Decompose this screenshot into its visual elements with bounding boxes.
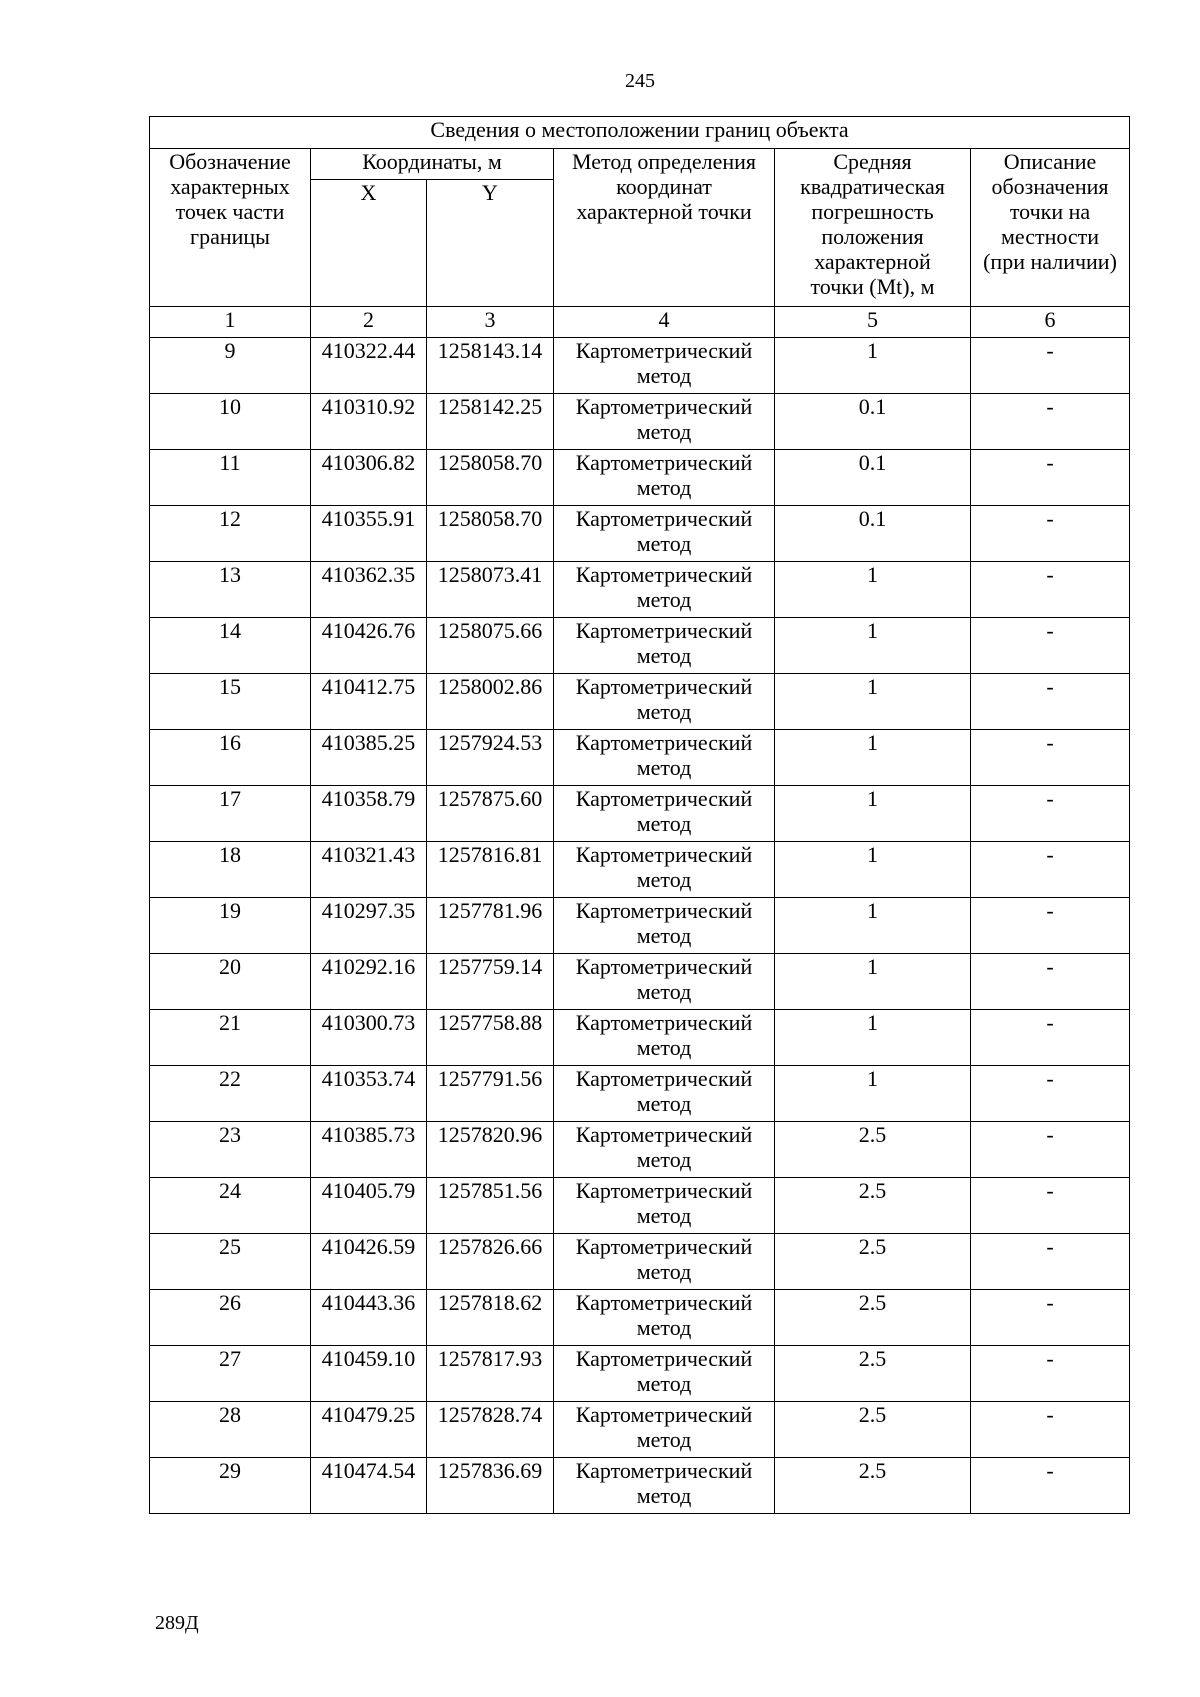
cell-description: - (971, 506, 1130, 562)
cell-description: - (971, 842, 1130, 898)
cell-y: 1257826.66 (427, 1234, 554, 1290)
cell-description: - (971, 730, 1130, 786)
cell-description: - (971, 618, 1130, 674)
cell-method: Картометрический метод (554, 1402, 775, 1458)
cell-description: - (971, 898, 1130, 954)
cell-description: - (971, 1178, 1130, 1234)
cell-error: 1 (775, 1066, 971, 1122)
cell-x: 410474.54 (311, 1458, 427, 1514)
table-row (150, 618, 1130, 674)
cell-method: Картометрический метод (554, 338, 775, 394)
column-number: 4 (554, 307, 775, 338)
cell-method: Картометрический метод (554, 1122, 775, 1178)
table-row (150, 1290, 1130, 1346)
cell-description: - (971, 1010, 1130, 1066)
table-row (150, 506, 1130, 562)
cell-y: 1258143.14 (427, 338, 554, 394)
table-row (150, 1346, 1130, 1402)
cell-error: 2.5 (775, 1346, 971, 1402)
cell-point: 9 (150, 338, 311, 394)
cell-point: 10 (150, 394, 311, 450)
cell-method: Картометрический метод (554, 898, 775, 954)
cell-y: 1257817.93 (427, 1346, 554, 1402)
table-body (150, 117, 1130, 1514)
header-description: Описание обозначения точки на местности (при наличии) (971, 149, 1130, 307)
column-number: 2 (311, 307, 427, 338)
cell-error: 1 (775, 954, 971, 1010)
cell-point: 12 (150, 506, 311, 562)
cell-method: Картометрический метод (554, 618, 775, 674)
cell-x: 410322.44 (311, 338, 427, 394)
cell-point: 15 (150, 674, 311, 730)
cell-method: Картометрический метод (554, 842, 775, 898)
header-point-label: Обозначение характерных точек части границы (150, 149, 311, 307)
cell-description: - (971, 1234, 1130, 1290)
cell-point: 19 (150, 898, 311, 954)
table-row (150, 1458, 1130, 1514)
cell-x: 410353.74 (311, 1066, 427, 1122)
cell-error: 1 (775, 786, 971, 842)
footer-code: 289Д (155, 1612, 199, 1634)
cell-point: 13 (150, 562, 311, 618)
cell-y: 1257781.96 (427, 898, 554, 954)
cell-description: - (971, 1346, 1130, 1402)
cell-point: 24 (150, 1178, 311, 1234)
column-number: 6 (971, 307, 1130, 338)
cell-description: - (971, 1122, 1130, 1178)
cell-x: 410355.91 (311, 506, 427, 562)
cell-method: Картометрический метод (554, 1178, 775, 1234)
cell-x: 410426.59 (311, 1234, 427, 1290)
cell-point: 14 (150, 618, 311, 674)
table-row (150, 1234, 1130, 1290)
cell-point: 16 (150, 730, 311, 786)
cell-point: 23 (150, 1122, 311, 1178)
table-row (150, 898, 1130, 954)
cell-error: 1 (775, 730, 971, 786)
table-row (150, 1402, 1130, 1458)
cell-point: 17 (150, 786, 311, 842)
cell-y: 1257828.74 (427, 1402, 554, 1458)
cell-y: 1257818.62 (427, 1290, 554, 1346)
cell-method: Картометрический метод (554, 730, 775, 786)
cell-description: - (971, 562, 1130, 618)
cell-method: Картометрический метод (554, 786, 775, 842)
cell-error: 1 (775, 1010, 971, 1066)
cell-y: 1258058.70 (427, 506, 554, 562)
cell-description: - (971, 786, 1130, 842)
cell-y: 1258073.41 (427, 562, 554, 618)
cell-error: 2.5 (775, 1402, 971, 1458)
cell-point: 11 (150, 450, 311, 506)
cell-point: 29 (150, 1458, 311, 1514)
table-row (150, 1010, 1130, 1066)
cell-x: 410426.76 (311, 618, 427, 674)
table-caption: Сведения о местоположении границ объекта (150, 117, 1130, 149)
cell-x: 410292.16 (311, 954, 427, 1010)
cell-error: 0.1 (775, 394, 971, 450)
cell-point: 18 (150, 842, 311, 898)
cell-point: 20 (150, 954, 311, 1010)
cell-description: - (971, 674, 1130, 730)
cell-x: 410385.73 (311, 1122, 427, 1178)
cell-y: 1257836.69 (427, 1458, 554, 1514)
cell-x: 410321.43 (311, 842, 427, 898)
cell-method: Картометрический метод (554, 1066, 775, 1122)
cell-description: - (971, 1066, 1130, 1122)
cell-error: 1 (775, 618, 971, 674)
header-method: Метод определения координат характерной точки (554, 149, 775, 307)
cell-y: 1258142.25 (427, 394, 554, 450)
cell-x: 410479.25 (311, 1402, 427, 1458)
cell-description: - (971, 954, 1130, 1010)
cell-x: 410385.25 (311, 730, 427, 786)
cell-x: 410412.75 (311, 674, 427, 730)
cell-method: Картометрический метод (554, 562, 775, 618)
cell-error: 1 (775, 674, 971, 730)
table-row (150, 562, 1130, 618)
table-row (150, 338, 1130, 394)
page-number: 245 (625, 70, 655, 92)
cell-method: Картометрический метод (554, 674, 775, 730)
cell-x: 410358.79 (311, 786, 427, 842)
cell-method: Картометрический метод (554, 1290, 775, 1346)
table-row (150, 394, 1130, 450)
cell-description: - (971, 1290, 1130, 1346)
cell-point: 21 (150, 1010, 311, 1066)
cell-method: Картометрический метод (554, 394, 775, 450)
cell-description: - (971, 450, 1130, 506)
cell-error: 2.5 (775, 1234, 971, 1290)
cell-error: 0.1 (775, 506, 971, 562)
cell-y: 1257791.56 (427, 1066, 554, 1122)
cell-y: 1257875.60 (427, 786, 554, 842)
table-row (150, 842, 1130, 898)
cell-x: 410459.10 (311, 1346, 427, 1402)
cell-point: 27 (150, 1346, 311, 1402)
cell-point: 28 (150, 1402, 311, 1458)
cell-method: Картометрический метод (554, 506, 775, 562)
cell-error: 2.5 (775, 1290, 971, 1346)
cell-y: 1257758.88 (427, 1010, 554, 1066)
cell-y: 1257820.96 (427, 1122, 554, 1178)
cell-x: 410306.82 (311, 450, 427, 506)
cell-method: Картометрический метод (554, 954, 775, 1010)
table-row (150, 674, 1130, 730)
table-row (150, 450, 1130, 506)
column-numbers-row (150, 307, 1130, 338)
header-coordinates: Координаты, м (311, 149, 554, 180)
cell-x: 410300.73 (311, 1010, 427, 1066)
cell-x: 410405.79 (311, 1178, 427, 1234)
cell-y: 1258075.66 (427, 618, 554, 674)
header-error: Средняя квадратическая погрешность положения характерной точки (Mt), м (775, 149, 971, 307)
table-row (150, 786, 1130, 842)
table-row (150, 954, 1130, 1010)
boundary-coordinates-table (149, 116, 1130, 1514)
column-number: 5 (775, 307, 971, 338)
cell-method: Картометрический метод (554, 1458, 775, 1514)
cell-y: 1257851.56 (427, 1178, 554, 1234)
cell-x: 410362.35 (311, 562, 427, 618)
cell-error: 2.5 (775, 1178, 971, 1234)
table-row (150, 1066, 1130, 1122)
header-x: X (311, 180, 427, 307)
cell-y: 1258058.70 (427, 450, 554, 506)
column-number: 1 (150, 307, 311, 338)
cell-method: Картометрический метод (554, 450, 775, 506)
cell-error: 1 (775, 842, 971, 898)
header-y: Y (427, 180, 554, 307)
cell-description: - (971, 394, 1130, 450)
cell-error: 2.5 (775, 1122, 971, 1178)
cell-error: 1 (775, 898, 971, 954)
cell-point: 25 (150, 1234, 311, 1290)
cell-error: 2.5 (775, 1458, 971, 1514)
caption-row (150, 117, 1130, 149)
cell-x: 410297.35 (311, 898, 427, 954)
cell-error: 1 (775, 562, 971, 618)
cell-x: 410443.36 (311, 1290, 427, 1346)
cell-method: Картометрический метод (554, 1346, 775, 1402)
cell-method: Картометрический метод (554, 1010, 775, 1066)
column-number: 3 (427, 307, 554, 338)
cell-description: - (971, 1458, 1130, 1514)
table-row (150, 730, 1130, 786)
cell-error: 0.1 (775, 450, 971, 506)
cell-description: - (971, 338, 1130, 394)
cell-y: 1257816.81 (427, 842, 554, 898)
cell-y: 1257759.14 (427, 954, 554, 1010)
cell-y: 1257924.53 (427, 730, 554, 786)
header-row (150, 149, 1130, 180)
cell-x: 410310.92 (311, 394, 427, 450)
cell-method: Картометрический метод (554, 1234, 775, 1290)
table-row (150, 1122, 1130, 1178)
cell-error: 1 (775, 338, 971, 394)
table-row (150, 1178, 1130, 1234)
cell-point: 22 (150, 1066, 311, 1122)
cell-y: 1258002.86 (427, 674, 554, 730)
cell-description: - (971, 1402, 1130, 1458)
cell-point: 26 (150, 1290, 311, 1346)
